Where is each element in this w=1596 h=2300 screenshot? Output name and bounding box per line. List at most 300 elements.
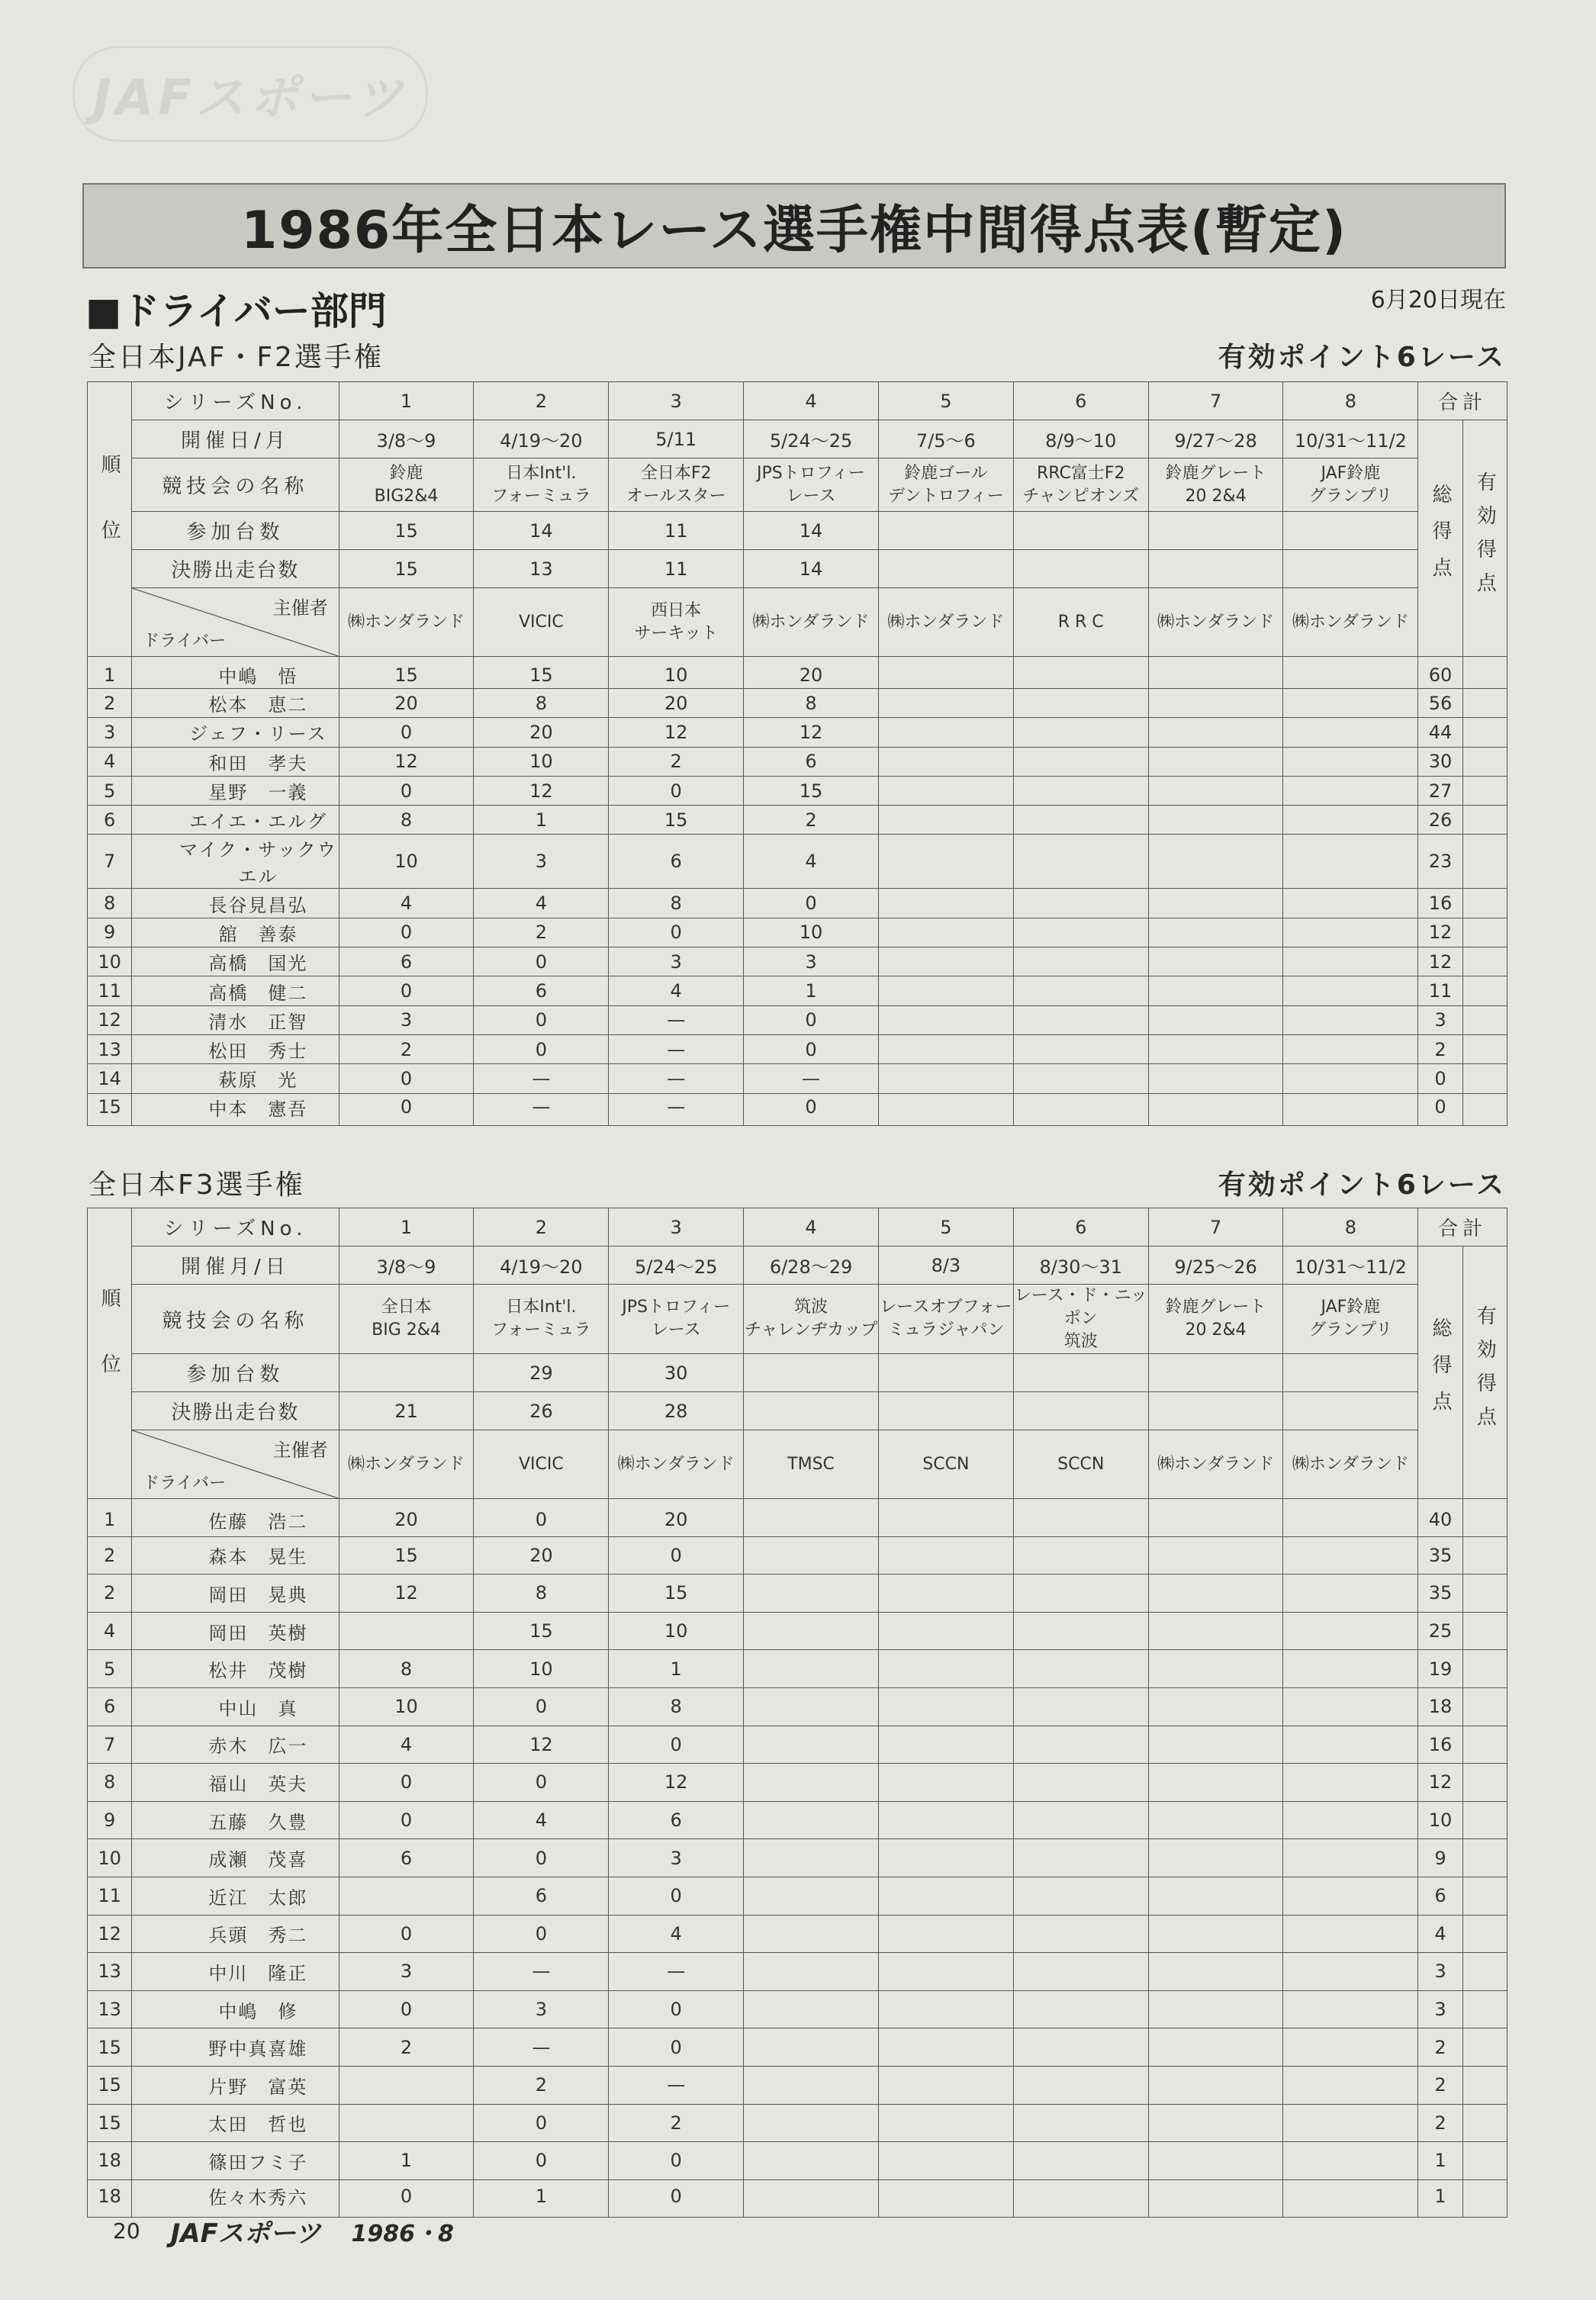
f3-event-name bbox=[1013, 1285, 1148, 1354]
f3-total-points-header bbox=[1418, 1247, 1462, 1499]
f3-driver-points bbox=[1283, 2104, 1418, 2142]
f2-series-label bbox=[132, 382, 339, 420]
f3-driver-valid bbox=[1462, 1726, 1507, 1764]
f2-driver-points bbox=[1013, 747, 1148, 776]
f3-driver-points bbox=[1148, 1499, 1283, 1537]
f2-organizer-name bbox=[474, 588, 609, 657]
f2-driver-name: 高橋 健二 bbox=[132, 976, 339, 1005]
f3-organizer-name bbox=[1013, 1430, 1148, 1499]
f2-driver-total: 3 bbox=[1418, 1005, 1462, 1034]
f2-driver-points: 15 bbox=[339, 657, 474, 689]
f3-driver-points bbox=[1013, 2179, 1148, 2218]
f2-driver-points bbox=[1013, 776, 1148, 805]
f2-finalists-count: 13 bbox=[474, 550, 609, 588]
f2-driver-row bbox=[88, 835, 1508, 889]
f2-driver-points: — bbox=[474, 1064, 609, 1093]
page-title: 1986年全日本レース選手権中間得点表(暫定) bbox=[240, 200, 1347, 261]
f2-driver-points: 0 bbox=[474, 1005, 609, 1034]
f2-driver-points bbox=[1283, 1064, 1418, 1093]
f2-series-label-text: シリーズNo. bbox=[163, 391, 307, 414]
f3-driver-rank: 1 bbox=[88, 1499, 132, 1537]
f3-driver-points bbox=[744, 2179, 879, 2218]
f3-driver-points: 20 bbox=[609, 1499, 744, 1537]
f3-driver-points bbox=[878, 1612, 1013, 1650]
f2-event-name-line: BIG2&4 bbox=[374, 486, 439, 506]
f2-driver-row bbox=[88, 1093, 1508, 1125]
f3-driver-name: 野中真喜雄 bbox=[132, 2028, 339, 2067]
f3-driver-rank: 13 bbox=[88, 1953, 132, 1991]
f3-driver-points bbox=[1148, 1536, 1283, 1575]
f3-finalists-count bbox=[1013, 1392, 1148, 1430]
f3-driver-row bbox=[88, 2066, 1508, 2104]
f2-finalists-count bbox=[1148, 550, 1283, 588]
f3-finalists-label-text: 決勝出走台数 bbox=[171, 1401, 300, 1424]
f3-driver-points bbox=[878, 2104, 1013, 2142]
f2-driver-points: 8 bbox=[744, 689, 879, 718]
f2-driver-points bbox=[878, 747, 1013, 776]
f3-driver-points bbox=[1013, 1536, 1148, 1575]
page-title-bar bbox=[82, 183, 1506, 269]
f3-organizer-name-line: ㈱ホンダランド bbox=[617, 1454, 735, 1474]
f3-race-date: 5/24〜25 bbox=[609, 1247, 744, 1285]
f2-rank-header bbox=[88, 382, 132, 657]
f3-driver-points bbox=[744, 2066, 879, 2104]
f3-driver-valid bbox=[1462, 1764, 1507, 1802]
f3-standings-table bbox=[87, 1208, 1508, 2218]
f2-driver-points bbox=[878, 689, 1013, 718]
f3-driver-name: 岡田 英樹 bbox=[132, 1612, 339, 1650]
f3-driver-valid bbox=[1462, 1575, 1507, 1613]
f3-date-row bbox=[88, 1247, 1508, 1285]
f2-driver-points: 3 bbox=[744, 947, 879, 976]
f3-driver-valid bbox=[1462, 1915, 1507, 1953]
f3-driver-name: 中山 真 bbox=[132, 1687, 339, 1726]
f2-race-date: 3/8〜9 bbox=[339, 420, 474, 458]
f3-driver-row bbox=[88, 1764, 1508, 1802]
f2-race-date: 10/31〜11/2 bbox=[1283, 420, 1418, 458]
f3-driver-points bbox=[744, 1575, 879, 1613]
f3-driver-points bbox=[878, 1499, 1013, 1537]
f2-driver-row bbox=[88, 747, 1508, 776]
f2-driver-points bbox=[878, 657, 1013, 689]
f2-driver-rank: 10 bbox=[88, 947, 132, 976]
f2-entries-row bbox=[88, 512, 1508, 550]
f3-driver-total: 1 bbox=[1418, 2179, 1462, 2218]
f2-driver-rank: 6 bbox=[88, 806, 132, 835]
f2-driver-points bbox=[1148, 889, 1283, 918]
f3-driver-points bbox=[1013, 1839, 1148, 1877]
f2-valid-points-header bbox=[1462, 420, 1507, 657]
f3-event-name-line: グランプリ bbox=[1308, 1320, 1392, 1340]
f2-driver-total: 23 bbox=[1418, 835, 1462, 889]
f3-driver-points: 8 bbox=[339, 1650, 474, 1688]
f2-event-name bbox=[744, 458, 879, 512]
f2-driver-points: 1 bbox=[744, 976, 879, 1005]
f2-round-number: 3 bbox=[609, 382, 744, 420]
f2-driver-rank: 2 bbox=[88, 689, 132, 718]
f2-entries-label-text: 参加台数 bbox=[186, 521, 285, 544]
f2-driver-total: 2 bbox=[1418, 1034, 1462, 1063]
f2-finalists-label-text: 決勝出走台数 bbox=[171, 559, 300, 582]
f3-driver-points: — bbox=[474, 1953, 609, 1991]
f3-event-name-line: 筑波 bbox=[794, 1298, 829, 1317]
f3-driver-name: 中川 隆正 bbox=[132, 1953, 339, 1991]
f3-driver-points: 3 bbox=[339, 1953, 474, 1991]
f3-event-name-line: レース・ド・ニッポン bbox=[1014, 1286, 1147, 1328]
f2-driver-points bbox=[878, 1034, 1013, 1063]
f3-driver-points: 4 bbox=[339, 1726, 474, 1764]
f3-driver-points: 0 bbox=[474, 2104, 609, 2142]
f3-driver-total: 35 bbox=[1418, 1575, 1462, 1613]
f2-driver-points bbox=[1283, 947, 1418, 976]
f3-driver-rank: 4 bbox=[88, 1612, 132, 1650]
f2-driver-points: 20 bbox=[609, 689, 744, 718]
f2-driver-points: 0 bbox=[744, 1034, 879, 1063]
f2-driver-row bbox=[88, 918, 1508, 947]
f3-driver-points bbox=[1013, 2066, 1148, 2104]
f3-driver-points: 0 bbox=[474, 1839, 609, 1877]
f2-driver-row bbox=[88, 1064, 1508, 1093]
f2-driver-valid bbox=[1462, 918, 1507, 947]
f3-driver-points bbox=[744, 1801, 879, 1839]
f3-race-date: 4/19〜20 bbox=[474, 1247, 609, 1285]
f2-driver-name: マイク・サックウエル bbox=[132, 835, 339, 889]
f3-round-number: 6 bbox=[1013, 1208, 1148, 1247]
f3-driver-points: 3 bbox=[609, 1839, 744, 1877]
f3-driver-points bbox=[878, 1726, 1013, 1764]
f2-entries-count: 14 bbox=[474, 512, 609, 550]
f3-organizer-name bbox=[1148, 1430, 1283, 1499]
f2-finalists-count: 14 bbox=[744, 550, 879, 588]
f3-driver-valid bbox=[1462, 2066, 1507, 2104]
f2-driver-total: 44 bbox=[1418, 718, 1462, 747]
f3-driver-total: 9 bbox=[1418, 1839, 1462, 1877]
f2-driver-rank: 12 bbox=[88, 1005, 132, 1034]
f2-driver-points bbox=[1283, 918, 1418, 947]
f2-organizer-name bbox=[1013, 588, 1148, 657]
f3-driver-total: 10 bbox=[1418, 1801, 1462, 1839]
f3-driver-points bbox=[1013, 2142, 1148, 2180]
f3-driver-points bbox=[878, 1990, 1013, 2028]
f3-driver-points bbox=[1148, 1575, 1283, 1613]
f3-driver-total: 2 bbox=[1418, 2066, 1462, 2104]
f2-driver-points bbox=[1283, 718, 1418, 747]
f3-race-date: 6/28〜29 bbox=[744, 1247, 879, 1285]
f2-driver-total: 12 bbox=[1418, 947, 1462, 976]
f2-driver-points bbox=[1013, 835, 1148, 889]
f2-driver-points bbox=[1148, 657, 1283, 689]
f2-driver-total: 26 bbox=[1418, 806, 1462, 835]
f2-driver-rank: 5 bbox=[88, 776, 132, 805]
f2-driver-points: 1 bbox=[474, 806, 609, 835]
f2-driver-points: 4 bbox=[339, 889, 474, 918]
f2-driver-rank: 11 bbox=[88, 976, 132, 1005]
f3-driver-points: 0 bbox=[339, 1990, 474, 2028]
f2-driver-points: 15 bbox=[744, 776, 879, 805]
f3-driver-rank: 7 bbox=[88, 1726, 132, 1764]
f3-driver-points bbox=[744, 2142, 879, 2180]
f2-driver-points: 12 bbox=[744, 718, 879, 747]
f3-round-number: 2 bbox=[474, 1208, 609, 1247]
f2-organizer-name bbox=[609, 588, 744, 657]
f3-organizer-name-line: VICIC bbox=[518, 1454, 564, 1474]
f3-driver-points bbox=[878, 1801, 1013, 1839]
f2-organizer-name bbox=[878, 588, 1013, 657]
f3-finalists-count: 21 bbox=[339, 1392, 474, 1430]
f2-driver-rank: 9 bbox=[88, 918, 132, 947]
f3-driver-row bbox=[88, 1575, 1508, 1613]
f3-round-number: 3 bbox=[609, 1208, 744, 1247]
f3-race-date: 8/3 bbox=[878, 1247, 1013, 1285]
f3-driver-points bbox=[744, 1877, 879, 1915]
f2-driver-points bbox=[1013, 806, 1148, 835]
f2-driver-points: 0 bbox=[339, 1093, 474, 1125]
f2-driver-total: 16 bbox=[1418, 889, 1462, 918]
f2-driver-points: 15 bbox=[609, 806, 744, 835]
section-heading: ■ドライバー部門 bbox=[85, 289, 387, 333]
f2-driver-row bbox=[88, 657, 1508, 689]
f3-driver-points bbox=[1013, 1650, 1148, 1688]
f3-driver-points bbox=[744, 2028, 879, 2067]
f2-entries-count: 11 bbox=[609, 512, 744, 550]
f2-driver-points bbox=[1148, 1093, 1283, 1125]
f2-driver-points bbox=[1148, 918, 1283, 947]
f3-driver-valid bbox=[1462, 2104, 1507, 2142]
f3-entries-label-text: 参加台数 bbox=[186, 1363, 285, 1386]
f2-rank-header-label: 順位 bbox=[98, 453, 121, 585]
f3-event-name bbox=[1148, 1285, 1283, 1354]
f3-driver-points: 12 bbox=[609, 1764, 744, 1802]
f3-driver-points bbox=[1283, 1801, 1418, 1839]
f3-driver-total: 16 bbox=[1418, 1726, 1462, 1764]
f3-series-row bbox=[88, 1208, 1508, 1247]
f2-driver-points: 8 bbox=[609, 889, 744, 918]
f3-entries-count bbox=[744, 1354, 879, 1392]
f3-driver-row bbox=[88, 2028, 1508, 2067]
f2-driver-points: 10 bbox=[474, 747, 609, 776]
f3-driver-points: 6 bbox=[339, 1839, 474, 1877]
f3-event-name-line: 鈴鹿グレート bbox=[1165, 1298, 1266, 1317]
f2-driver-points bbox=[1148, 806, 1283, 835]
f2-driver-total: 56 bbox=[1418, 689, 1462, 718]
f3-driver-points bbox=[1283, 1499, 1418, 1537]
magazine-name: JAFスポーツ bbox=[170, 2218, 321, 2249]
f3-event-name bbox=[744, 1285, 879, 1354]
f2-organizer-name-line: ㈱ホンダランド bbox=[1292, 612, 1409, 632]
f3-entries-count bbox=[1013, 1354, 1148, 1392]
f2-event-name-line: RRC富士F2 bbox=[1036, 463, 1125, 483]
f2-driver-name: 和田 孝夫 bbox=[132, 747, 339, 776]
f2-driver-points bbox=[1013, 1064, 1148, 1093]
f3-driver-row bbox=[88, 1650, 1508, 1688]
f2-event-name-line: JPSトロフィー bbox=[757, 463, 866, 483]
f2-driver-name: 清水 正智 bbox=[132, 1005, 339, 1034]
f3-driver-total: 1 bbox=[1418, 2142, 1462, 2180]
f2-race-date: 7/5〜6 bbox=[878, 420, 1013, 458]
f3-driver-points: 2 bbox=[339, 2028, 474, 2067]
f3-driver-points bbox=[1148, 1612, 1283, 1650]
f3-driver-rank: 10 bbox=[88, 1839, 132, 1877]
f2-driver-points: 0 bbox=[474, 1034, 609, 1063]
f2-driver-valid bbox=[1462, 657, 1507, 689]
f2-driver-row bbox=[88, 689, 1508, 718]
f2-organizer-driver-header bbox=[132, 588, 339, 657]
f2-driver-points bbox=[1283, 1093, 1418, 1125]
f3-driver-points bbox=[1013, 1953, 1148, 1991]
f3-driver-points: 10 bbox=[609, 1612, 744, 1650]
f3-organizer-name bbox=[1283, 1430, 1418, 1499]
f3-entries-count: 30 bbox=[609, 1354, 744, 1392]
f3-driver-total: 4 bbox=[1418, 1915, 1462, 1953]
f2-event-name bbox=[878, 458, 1013, 512]
f2-event-label-text: 競技会の名称 bbox=[162, 475, 309, 498]
f3-driver-points: 0 bbox=[609, 1877, 744, 1915]
f3-driver-points bbox=[744, 1764, 879, 1802]
f3-driver-valid bbox=[1462, 1990, 1507, 2028]
f3-entries-row bbox=[88, 1354, 1508, 1392]
f3-rank-header bbox=[88, 1208, 132, 1499]
f2-driver-points bbox=[1148, 718, 1283, 747]
f2-driver-points: 4 bbox=[744, 835, 879, 889]
f2-organizer-name-line: サーキット bbox=[634, 623, 718, 643]
f2-driver-points: 4 bbox=[474, 889, 609, 918]
f3-driver-points: 10 bbox=[474, 1650, 609, 1688]
f2-finalists-count bbox=[878, 550, 1013, 588]
f2-race-date: 4/19〜20 bbox=[474, 420, 609, 458]
f3-event-label bbox=[132, 1285, 339, 1354]
f3-driver-valid bbox=[1462, 1953, 1507, 1991]
f3-organizer-name-line: SCCN bbox=[1057, 1454, 1105, 1474]
f2-driver-total: 30 bbox=[1418, 747, 1462, 776]
f3-driver-valid bbox=[1462, 1612, 1507, 1650]
f2-driver-name: 長谷見昌弘 bbox=[132, 889, 339, 918]
f2-driver-points: 0 bbox=[339, 976, 474, 1005]
f2-driver-name: 松本 恵二 bbox=[132, 689, 339, 718]
f3-driver-total: 3 bbox=[1418, 1953, 1462, 1991]
f3-driver-points: 0 bbox=[609, 1536, 744, 1575]
f2-driver-row bbox=[88, 1005, 1508, 1034]
f3-driver-points: — bbox=[609, 1953, 744, 1991]
f2-driver-rank: 1 bbox=[88, 657, 132, 689]
f3-event-name bbox=[609, 1285, 744, 1354]
f2-finalists-count bbox=[1013, 550, 1148, 588]
f2-round-number: 8 bbox=[1283, 382, 1418, 420]
f3-driver-rank: 18 bbox=[88, 2142, 132, 2180]
f3-driver-valid bbox=[1462, 1839, 1507, 1877]
f2-round-number: 6 bbox=[1013, 382, 1148, 420]
f2-driver-valid bbox=[1462, 1005, 1507, 1034]
f2-event-name-line: 日本Int'l. bbox=[506, 463, 577, 483]
f3-driver-points bbox=[878, 1536, 1013, 1575]
f2-entries-count bbox=[1013, 512, 1148, 550]
f2-driver-points bbox=[1283, 806, 1418, 835]
f2-series-row bbox=[88, 382, 1508, 420]
f2-driver-points bbox=[1148, 1005, 1283, 1034]
f3-driver-points: 6 bbox=[609, 1801, 744, 1839]
f2-driver-row bbox=[88, 947, 1508, 976]
f3-race-date: 8/30〜31 bbox=[1013, 1247, 1148, 1285]
f3-driver-points bbox=[1283, 1839, 1418, 1877]
f3-driver-points bbox=[878, 2179, 1013, 2218]
f2-event-name-line: JAF鈴鹿 bbox=[1321, 463, 1381, 483]
f2-event-row bbox=[88, 458, 1508, 512]
f2-driver-points: 3 bbox=[609, 947, 744, 976]
f3-driver-rank: 12 bbox=[88, 1915, 132, 1953]
f3-driver-points: 12 bbox=[339, 1575, 474, 1613]
f3-event-name bbox=[474, 1285, 609, 1354]
f2-driver-label: ドライバー bbox=[143, 632, 227, 651]
f3-driver-row bbox=[88, 1953, 1508, 1991]
f3-driver-points: 1 bbox=[609, 1650, 744, 1688]
f2-driver-points: 12 bbox=[474, 776, 609, 805]
f3-driver-points bbox=[878, 1764, 1013, 1802]
f2-driver-rank: 13 bbox=[88, 1034, 132, 1063]
f2-total-points-label: 総得点 bbox=[1428, 483, 1452, 593]
f2-driver-points: 6 bbox=[744, 747, 879, 776]
f2-driver-rank: 15 bbox=[88, 1093, 132, 1125]
f3-event-name bbox=[339, 1285, 474, 1354]
f3-entries-count bbox=[1148, 1354, 1283, 1392]
f2-driver-points bbox=[878, 1005, 1013, 1034]
f3-driver-points bbox=[1148, 1801, 1283, 1839]
f2-driver-points: 20 bbox=[744, 657, 879, 689]
f3-event-row bbox=[88, 1285, 1508, 1354]
f3-driver-points bbox=[1013, 1990, 1148, 2028]
f3-driver-points: 8 bbox=[609, 1687, 744, 1726]
page-footer bbox=[113, 2212, 454, 2250]
f3-driver-row bbox=[88, 1990, 1508, 2028]
f2-date-label bbox=[132, 420, 339, 458]
f2-entries-count: 14 bbox=[744, 512, 879, 550]
f3-driver-points bbox=[1283, 1612, 1418, 1650]
f2-finalists-row bbox=[88, 550, 1508, 588]
f2-driver-points bbox=[878, 835, 1013, 889]
f2-round-number: 5 bbox=[878, 382, 1013, 420]
f3-race-date: 3/8〜9 bbox=[339, 1247, 474, 1285]
f3-driver-name: 五藤 久豊 bbox=[132, 1801, 339, 1839]
f2-driver-points: 0 bbox=[744, 1005, 879, 1034]
f3-driver-points bbox=[878, 1687, 1013, 1726]
f2-driver-valid bbox=[1462, 976, 1507, 1005]
f2-driver-points: 6 bbox=[339, 947, 474, 976]
f2-date-label-text: 開催日/月 bbox=[181, 429, 290, 452]
f3-driver-points bbox=[744, 1953, 879, 1991]
as-of-date: 6月20日現在 bbox=[1370, 287, 1506, 314]
f2-event-name-line: フォーミュラ bbox=[491, 486, 591, 506]
f3-driver-valid bbox=[1462, 1650, 1507, 1688]
f3-driver-points bbox=[1013, 1915, 1148, 1953]
f3-driver-total: 18 bbox=[1418, 1687, 1462, 1726]
f2-driver-points: 3 bbox=[474, 835, 609, 889]
f3-driver-total: 6 bbox=[1418, 1877, 1462, 1915]
f3-driver-name: 近江 太郎 bbox=[132, 1877, 339, 1915]
f2-round-number: 1 bbox=[339, 382, 474, 420]
f2-entries-count: 15 bbox=[339, 512, 474, 550]
f2-driver-name: エイエ・エルグ bbox=[132, 806, 339, 835]
f3-driver-points bbox=[1148, 2179, 1283, 2218]
f3-event-name-line: BIG 2&4 bbox=[372, 1320, 441, 1340]
f3-driver-valid bbox=[1462, 2142, 1507, 2180]
f3-finalists-count bbox=[1283, 1392, 1418, 1430]
f2-driver-name: 中本 憲吾 bbox=[132, 1093, 339, 1125]
f3-driver-points: 4 bbox=[609, 1915, 744, 1953]
f2-driver-points bbox=[1283, 976, 1418, 1005]
f3-driver-points bbox=[1148, 1915, 1283, 1953]
f2-driver-points bbox=[1013, 1093, 1148, 1125]
f3-table-note: 有効ポイント6レース bbox=[1218, 1169, 1506, 1201]
f3-driver-points bbox=[1283, 1536, 1418, 1575]
f3-finalists-count: 28 bbox=[609, 1392, 744, 1430]
